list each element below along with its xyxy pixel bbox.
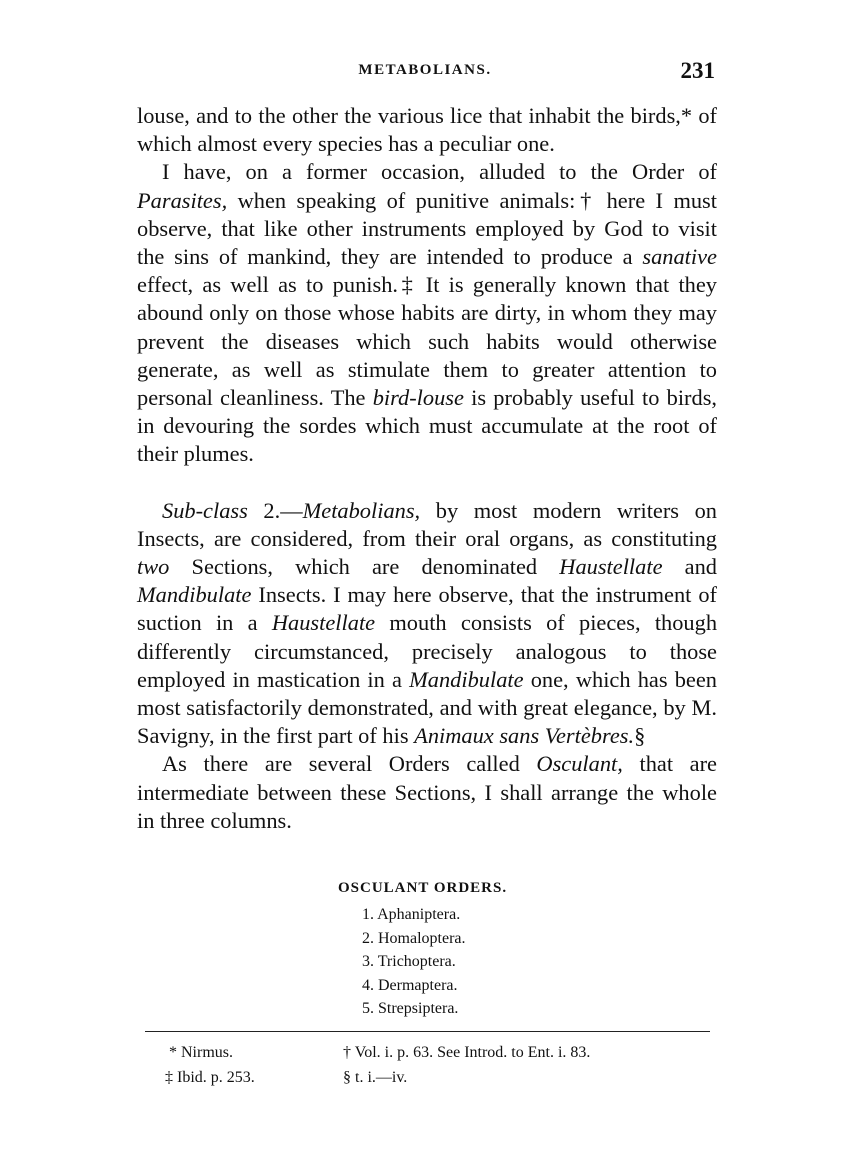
page-number: 231 xyxy=(680,58,715,83)
list-heading: OSCULANT ORDERS. xyxy=(338,880,508,896)
running-header xyxy=(0,60,850,90)
footnote-divider xyxy=(145,1031,710,1032)
body-text xyxy=(137,102,717,835)
footnote-dagger: † Vol. i. p. 63. See Introd. to Ent. i. 83. xyxy=(343,1044,591,1061)
list-item: 3. Trichoptera. xyxy=(362,953,456,970)
running-title: METABOLIANS. xyxy=(358,62,492,78)
paragraph-4: As there are several Orders called Osculant, that are intermediate between these Sections, I shall arrange the whole in three columns. xyxy=(137,751,717,833)
list-item: 2. Homaloptera. xyxy=(362,929,466,947)
list-item: 5. Strepsiptera. xyxy=(362,1000,459,1017)
paragraph-1: louse, and to the other the various lice that inhabit the birds,* of which almost every species has a peculiar one. xyxy=(137,103,717,157)
footnote-star: * Nirmus. xyxy=(169,1044,233,1061)
paragraph-3: Sub-class 2.—Metabolians, by most modern writers on Insects, are considered, from their oral organs, as constituting two Sections, which are denominated Haustellate and Mandibulate Insects. I may here observe, that the instrument of suction in a Haustellate mouth consists of pieces, though differently circumstanced, precisely analogous to those employed in mastication in a Mandibulate one, which has been most satisfactorily demonstrated, and with great elegance, by M. Savigny, in the first part of his Animaux sans Vertèbres.§ xyxy=(137,497,718,749)
footnote-double-dagger: ‡ Ibid. p. 253. xyxy=(165,1069,255,1086)
osculant-orders-list xyxy=(330,880,590,1021)
list-item: 1. Aphaniptera. xyxy=(362,906,461,923)
paragraph-2: I have, on a former occasion, alluded to the Order of Parasites, when speaking of punitive animals:† here I must observe, that like other instruments employed by God to visit the sins of mankind, they are intended to produce a sanative effect, as well as to punish.‡ It is generally known that they abound only on those whose habits are dirty, in whom they may prevent the diseases which such habits would otherwise generate, as well as stimulate them to greater attention to personal cleanliness. The bird-louse is probably useful to birds, in devouring the sordes which must accumulate at the root of their plumes. xyxy=(137,159,718,467)
list-item: 4. Dermaptera. xyxy=(362,976,458,994)
footnote-section: § t. i.—iv. xyxy=(343,1069,408,1086)
